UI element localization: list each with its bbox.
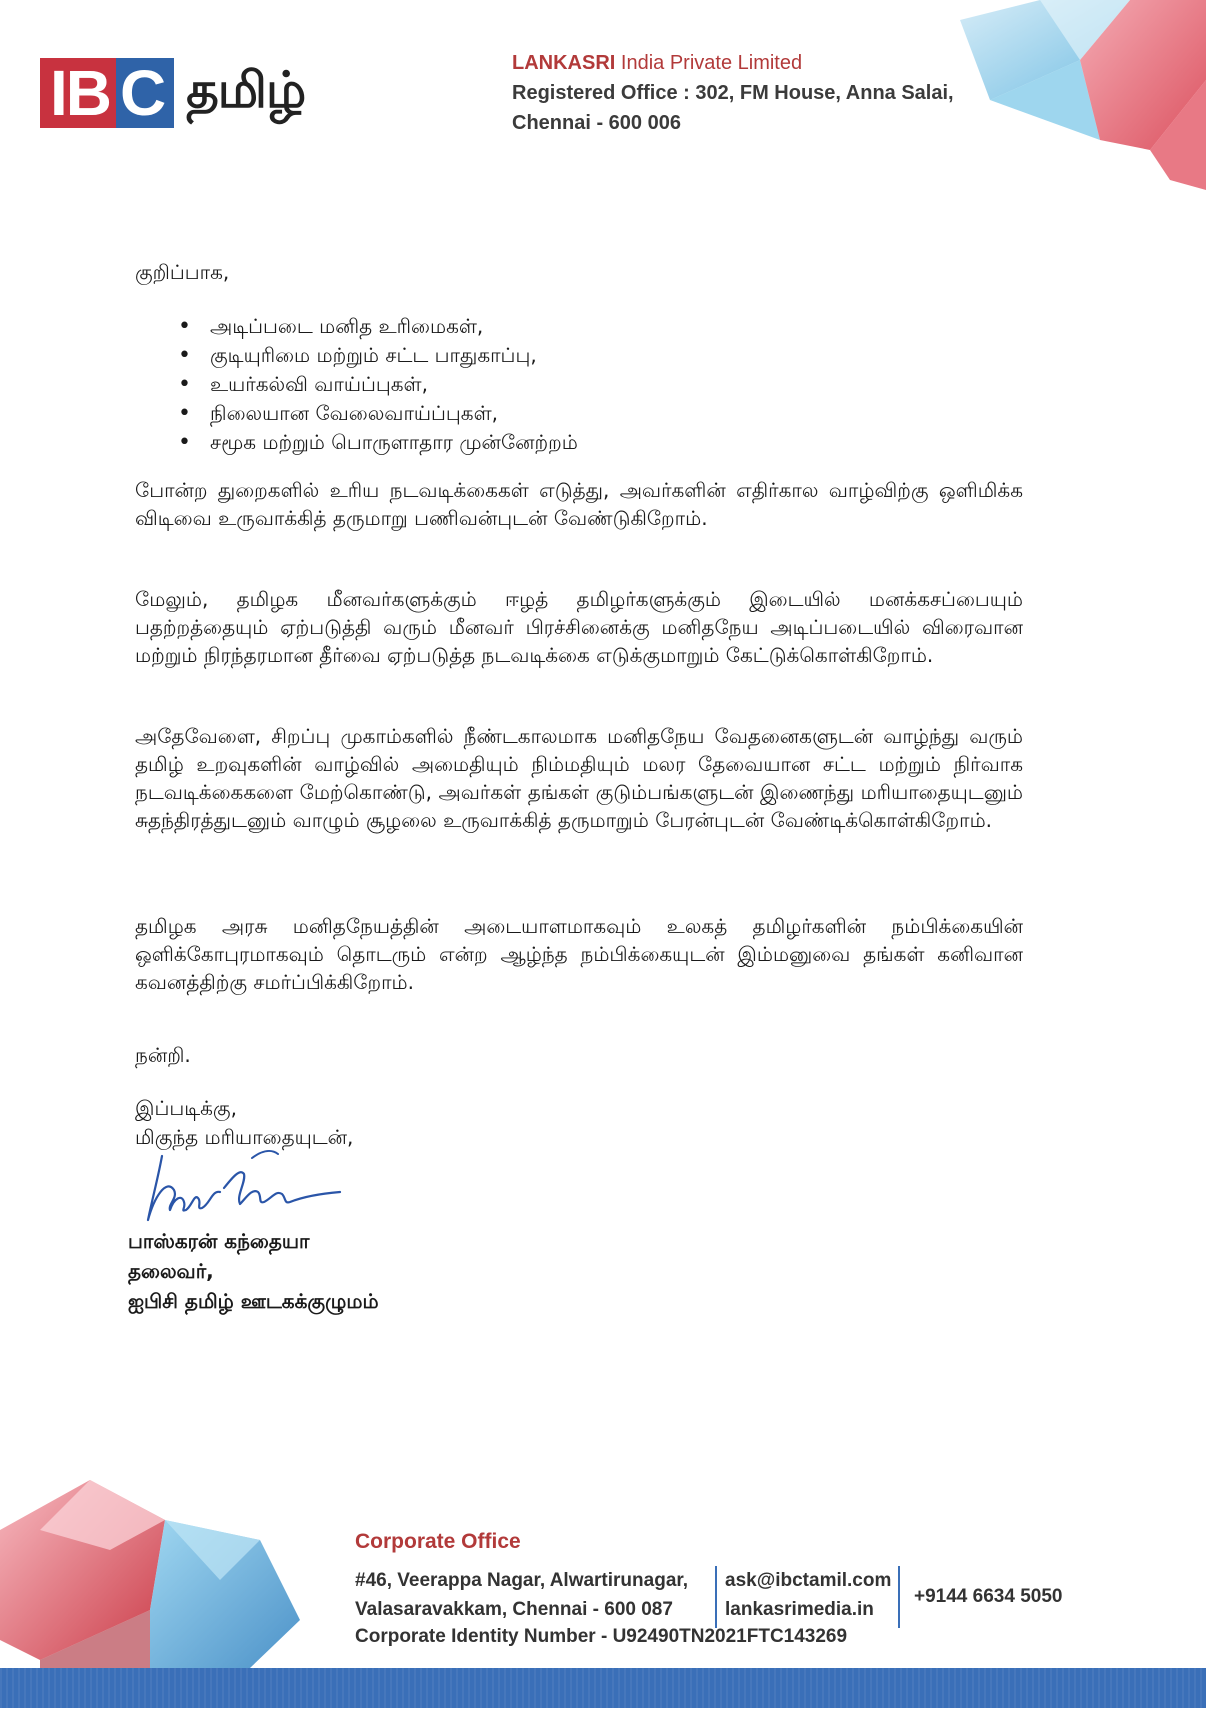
- ibc-tamil-logo: [40, 56, 305, 130]
- phone-number[interactable]: +9144 6634 5050: [914, 1586, 1063, 1607]
- paragraph-2: மேலும், தமிழக மீனவர்களுக்கும் ஈழத் தமிழர்களுக்கும் இடையில் மனக்கசப்பையும் பதற்றத்தையும் ஏற்படுத்தி வரும் மீனவர் பிரச்சினைக்கு மனிதநேய அடிப்படையில் விரைவான மற்றும் நிரந்தரமான தீர்வை ஏற்படுத்த நடவடிக்கை எடுக்குமாறும் கேட்டுக்கொள்கிறோம்.: [135, 587, 1023, 667]
- signatory-block: [128, 1226, 379, 1316]
- paragraph-1: போன்ற துறைகளில் உரிய நடவடிக்கைகள் எடுத்து, அவர்களின் எதிர்கால வாழ்விற்கு ஒளிமிக்க விடிவை உருவாக்கித் தருமாறு பணிவன்புடன் வேண்டுகிறோம்.: [135, 478, 1023, 530]
- corporate-address: [355, 1566, 688, 1624]
- logo-c-letter: C: [116, 58, 174, 128]
- handwritten-signature: [140, 1138, 380, 1228]
- corporate-address-line2: Valasaravakkam, Chennai - 600 087: [355, 1599, 673, 1620]
- decorative-crystal-bottom-left: [0, 1470, 330, 1670]
- bullet-item: • குடியுரிமை மற்றும் சட்ட பாதுகாப்பு,: [178, 341, 578, 370]
- signatory-name: பாஸ்கரன் கந்தையா: [128, 1229, 310, 1253]
- logo-ib-letters: IB: [40, 58, 116, 128]
- company-name: [512, 48, 954, 78]
- thanks-line: நன்றி.: [135, 1043, 191, 1067]
- registered-office-block: [512, 48, 954, 138]
- corporate-office-heading: Corporate Office: [355, 1530, 521, 1553]
- decorative-crystal-top-right: [930, 0, 1206, 190]
- logo-tamil-word: தமிழ்: [186, 60, 306, 119]
- closing-line1: இப்படிக்கு,: [135, 1096, 237, 1120]
- bullet-item: • அடிப்படை மனித உரிமைகள்,: [178, 312, 578, 341]
- corporate-address-line1: #46, Veerappa Nagar, Alwartirunagar,: [355, 1570, 689, 1591]
- closing-line2: மிகுந்த மரியாதையுடன்,: [135, 1125, 354, 1149]
- signatory-title: தலைவர்,: [128, 1259, 214, 1283]
- website-link[interactable]: lankasrimedia.in: [725, 1599, 874, 1620]
- bullet-list: [178, 312, 578, 457]
- contact-phone: [898, 1566, 1062, 1628]
- bullet-item: • நிலையான வேலைவாய்ப்புகள்,: [178, 399, 578, 428]
- footer-bar: [0, 1668, 1206, 1708]
- registered-address-line2: Chennai - 600 006: [512, 112, 681, 134]
- email-link[interactable]: ask@ibctamil.com: [725, 1570, 892, 1591]
- ibc-logo-mark: [40, 58, 174, 128]
- company-name-rest: India Private Limited: [615, 52, 803, 74]
- company-name-bold: LANKASRI: [512, 52, 616, 74]
- corporate-identity-number: Corporate Identity Number - U92490TN2021FTC143269: [355, 1626, 848, 1647]
- registered-address-line1: Registered Office : 302, FM House, Anna Salai,: [512, 82, 954, 104]
- greeting: குறிப்பாக,: [135, 260, 230, 284]
- paragraph-4: தமிழக அரசு மனிதநேயத்தின் அடையாளமாகவும் உலகத் தமிழர்களின் நம்பிக்கையின் ஒளிக்கோபுரமாகவும் தொடரும் என்ற ஆழ்ந்த நம்பிக்கையுடன் இம்மனுவை தங்கள் கனிவான கவனத்திற்கு சமர்ப்பிக்கிறோம்.: [135, 914, 1023, 994]
- signatory-organization: ஐபிசி தமிழ் ஊடகக்குழுமம்: [128, 1289, 379, 1313]
- bullet-item: • சமூக மற்றும் பொருளாதார முன்னேற்றம்: [178, 428, 578, 457]
- paragraph-3: அதேவேளை, சிறப்பு முகாம்களில் நீண்டகாலமாக மனிதநேய வேதனைகளுடன் வாழ்ந்து வரும் தமிழ் உறவுகளின் வாழ்வில் அமைதியும் நிம்மதியும் மலர தேவையான சட்ட மற்றும் நிர்வாக நடவடிக்கைகளை மேற்கொண்டு, அவர்கள் தங்கள் குடும்பங்களுடன் இணைந்து மரியாதையுடனும் சுதந்திரத்துடனும் வாழும் சூழலை உருவாக்கித் தருமாறும் பேரன்புடன் வேண்டிக்கொள்கிறோம்.: [135, 724, 1023, 832]
- contact-online: [715, 1566, 891, 1628]
- bullet-item: • உயர்கல்வி வாய்ப்புகள்,: [178, 370, 578, 399]
